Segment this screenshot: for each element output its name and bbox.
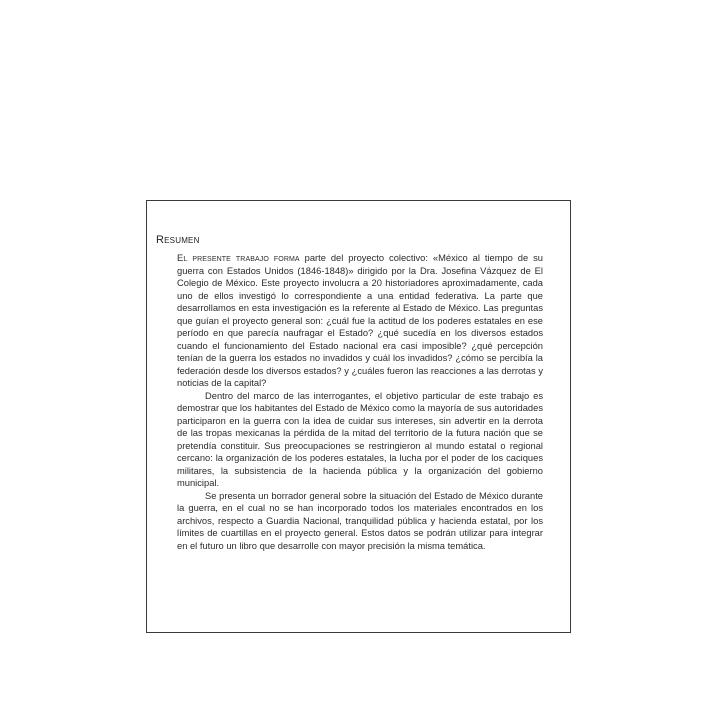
abstract-paragraph-3: Se presenta un borrador general sobre la situación del Estado de México durante la guerra, en el cual no se han incorporado todos los materiales encontrados en los archivos, respecto a Guardia Nacional, tranquilidad pública y hacienda estatal, por los límites de cuartillas en el proyecto general. Estos datos se podrán utilizar para integrar en el futuro un libro que desarrolle con mayor precisión la misma temática.: [177, 490, 543, 551]
abstract-paragraph-1-text: parte del proyecto colectivo: «México al tiempo de su guerra con Estados Unidos (1846-1848)» dirigido por la Dra. Josefina Vázquez de El Colegio de México. Este proyecto involucra a 20 historiadores aproximadamente, cada uno de ellos investigó lo correspondiente a una entidad federativa. La parte que desarrollamos en esta investigación es la referente al Estado de México. Las preguntas que guían el proyecto general son: ¿cuál fue la actitud de los poderes estatales en ese período en que parecía naufragar el Estado? ¿qué sucedía en los diversos estados cuando el funcionamiento del Estado nacional era casi imposible? ¿qué percepción tenían de la guerra los estados no invadidos y cuál los invadidos? ¿cómo se percibía la federación desde los diversos estados? y ¿cuáles fueron las reacciones a las derrotas y noticias de la capital?: [177, 253, 543, 388]
abstract-lead-in: El presente trabajo forma: [177, 253, 300, 263]
abstract-box: [146, 200, 571, 633]
abstract-paragraph-1: [177, 252, 543, 390]
abstract-heading: Resumen: [156, 234, 200, 246]
abstract-paragraph-2: Dentro del marco de las interrogantes, el objetivo particular de este trabajo es demostrar que los habitantes del Estado de México como la mayoría de sus autoridades participaron en la guerra con la idea de cuidar sus intereses, sin advertir en la derrota de las tropas mexicanas la pérdida de la mitad del territorio de la futura nación que se pretendía constituir. Sus preocupaciones se restringieron al mundo estatal o regional cercano: la organización de los poderes estatales, la lucha por el poder de los caciques militares, la subsistencia de la hacienda pública y la organización del gobierno municipal.: [177, 390, 543, 488]
abstract-body: [177, 252, 543, 552]
